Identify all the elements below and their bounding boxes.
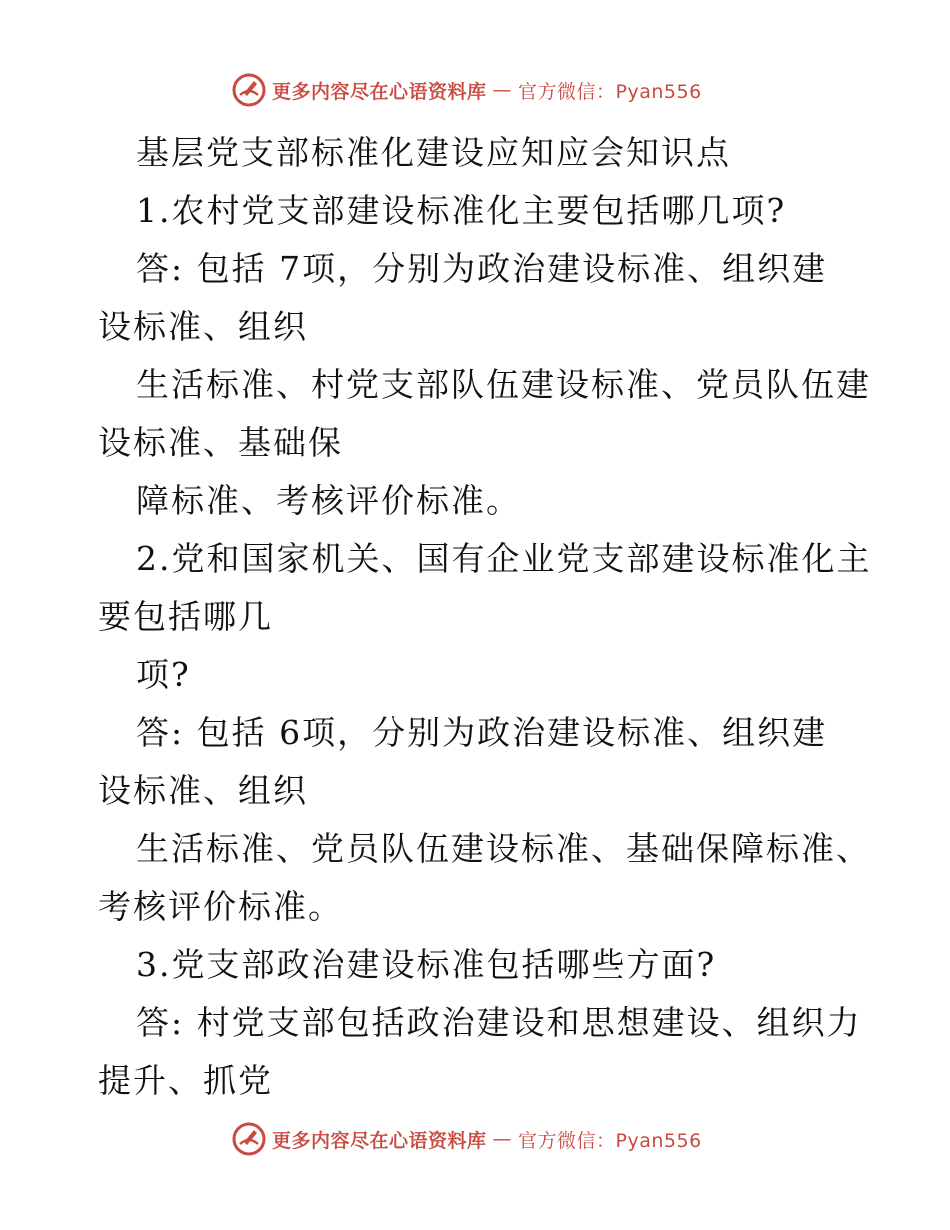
watermark-footer — [232, 1119, 702, 1159]
watermark-contact: 官方微信：Pyan556 — [518, 80, 702, 103]
text-line: 设标准、组织 — [98, 771, 308, 810]
text-line: 提升、抓党 — [98, 1061, 273, 1100]
watermark-contact: 官方微信：Pyan556 — [518, 1129, 702, 1152]
text-line: 1.农村党支部建设标准化主要包括哪几项? — [136, 191, 787, 230]
book-pen-logo-icon — [232, 1122, 266, 1156]
book-pen-logo-icon — [232, 73, 266, 107]
text-line: 要包括哪几 — [98, 597, 273, 636]
text-line: 设标准、基础保 — [98, 423, 343, 462]
watermark-text: 更多内容尽在心语资料库 — [272, 1129, 487, 1152]
text-line: 答: 包括 7项，分别为政治建设标准、组织建 — [136, 249, 828, 288]
text-line: 答: 村党支部包括政治建设和思想建设、组织力 — [136, 1003, 862, 1042]
text-line: 设标准、组织 — [98, 307, 308, 346]
watermark-separator: — — [492, 79, 513, 101]
text-line: 考核评价标准。 — [98, 887, 343, 926]
text-line: 3.党支部政治建设标准包括哪些方面? — [136, 945, 717, 984]
text-line: 2.党和国家机关、国有企业党支部建设标准化主 — [136, 539, 872, 578]
text-line: 项? — [136, 655, 191, 694]
text-line: 障标准、考核评价标准。 — [136, 481, 521, 520]
watermark-separator: — — [492, 1128, 513, 1150]
watermark-text: 更多内容尽在心语资料库 — [272, 80, 487, 103]
document-title: 基层党支部标准化建设应知应会知识点 — [136, 133, 731, 172]
text-line: 生活标准、党员队伍建设标准、基础保障标准、 — [136, 829, 871, 868]
watermark-header — [232, 70, 702, 110]
text-line: 生活标准、村党支部队伍建设标准、党员队伍建 — [136, 365, 871, 404]
document-body — [98, 124, 872, 1110]
text-line: 答: 包括 6项，分别为政治建设标准、组织建 — [136, 713, 828, 752]
